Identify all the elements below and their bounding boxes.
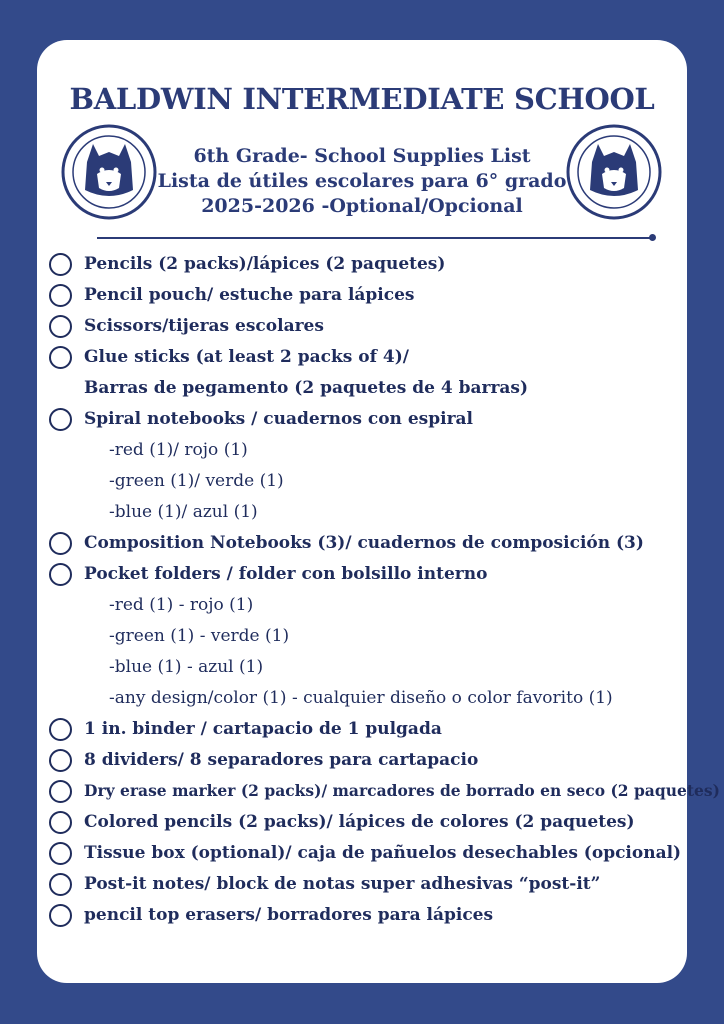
checkbox-circle-icon[interactable] [49, 718, 72, 741]
item-label: Barras de pegamento (2 paquetes de 4 barras) [84, 378, 529, 398]
checkbox-circle-icon[interactable] [49, 811, 72, 834]
item-label: Pencils (2 packs)/lápices (2 paquetes) [84, 254, 446, 274]
header-divider [97, 237, 655, 239]
item-label: 8 dividers/ 8 separadores para cartapacio [84, 750, 479, 770]
checkbox-circle-icon[interactable] [49, 315, 72, 338]
item-label: -any design/color (1) - cualquier diseño o color favorito (1) [109, 688, 613, 708]
item-label: -red (1)/ rojo (1) [109, 440, 248, 460]
item-label: Post-it notes/ block de notas super adhesivas “post-it” [84, 874, 601, 894]
item-label: Glue sticks (at least 2 packs of 4)/ [84, 347, 409, 367]
item-label: 1 in. binder / cartapacio de 1 pulgada [84, 719, 442, 739]
item-label: -green (1) - verde (1) [109, 626, 290, 646]
checkbox-circle-icon[interactable] [49, 780, 72, 803]
checkbox-circle-icon[interactable] [49, 749, 72, 772]
supplies-card [37, 40, 720, 983]
subtitle-spanish: Lista de útiles escolares para 6° grado [157, 170, 567, 192]
item-label: -green (1)/ verde (1) [109, 471, 284, 491]
item-label: pencil top erasers/ borradores para lápices [84, 905, 494, 925]
item-label: -red (1) - rojo (1) [109, 595, 254, 615]
item-label: Pocket folders / folder con bolsillo interno [84, 564, 488, 584]
checkbox-circle-icon[interactable] [49, 842, 72, 865]
header-divider-dot [649, 234, 656, 241]
checkbox-circle-icon[interactable] [49, 346, 72, 369]
checkbox-circle-icon[interactable] [49, 253, 72, 276]
item-label: Composition Notebooks (3)/ cuadernos de composición (3) [84, 533, 644, 553]
subtitle-year: 2025-2026 -Optional/Opcional [201, 195, 523, 217]
item-label: Tissue box (optional)/ caja de pañuelos desechables (opcional) [84, 843, 682, 863]
checkbox-circle-icon[interactable] [49, 873, 72, 896]
checkbox-circle-icon[interactable] [49, 563, 72, 586]
item-label: Spiral notebooks / cuadernos con espiral [84, 409, 473, 429]
item-label: Dry erase marker (2 packs)/ marcadores de borrado en seco (2 paquetes) [84, 781, 720, 800]
checkbox-circle-icon[interactable] [49, 904, 72, 927]
checkbox-circle-icon[interactable] [49, 408, 72, 431]
item-label: Scissors/tijeras escolares [84, 316, 324, 336]
item-label: -blue (1) - azul (1) [109, 657, 264, 677]
list-subtitle [37, 144, 687, 219]
item-label: -blue (1)/ azul (1) [109, 502, 258, 522]
checkbox-circle-icon[interactable] [49, 284, 72, 307]
item-label: Colored pencils (2 packs)/ lápices de colores (2 paquetes) [84, 812, 635, 832]
item-label: Pencil pouch/ estuche para lápices [84, 285, 415, 305]
subtitle-english: 6th Grade- School Supplies List [193, 145, 531, 167]
checkbox-circle-icon[interactable] [49, 532, 72, 555]
page-title: BALDWIN INTERMEDIATE SCHOOL [69, 82, 655, 116]
